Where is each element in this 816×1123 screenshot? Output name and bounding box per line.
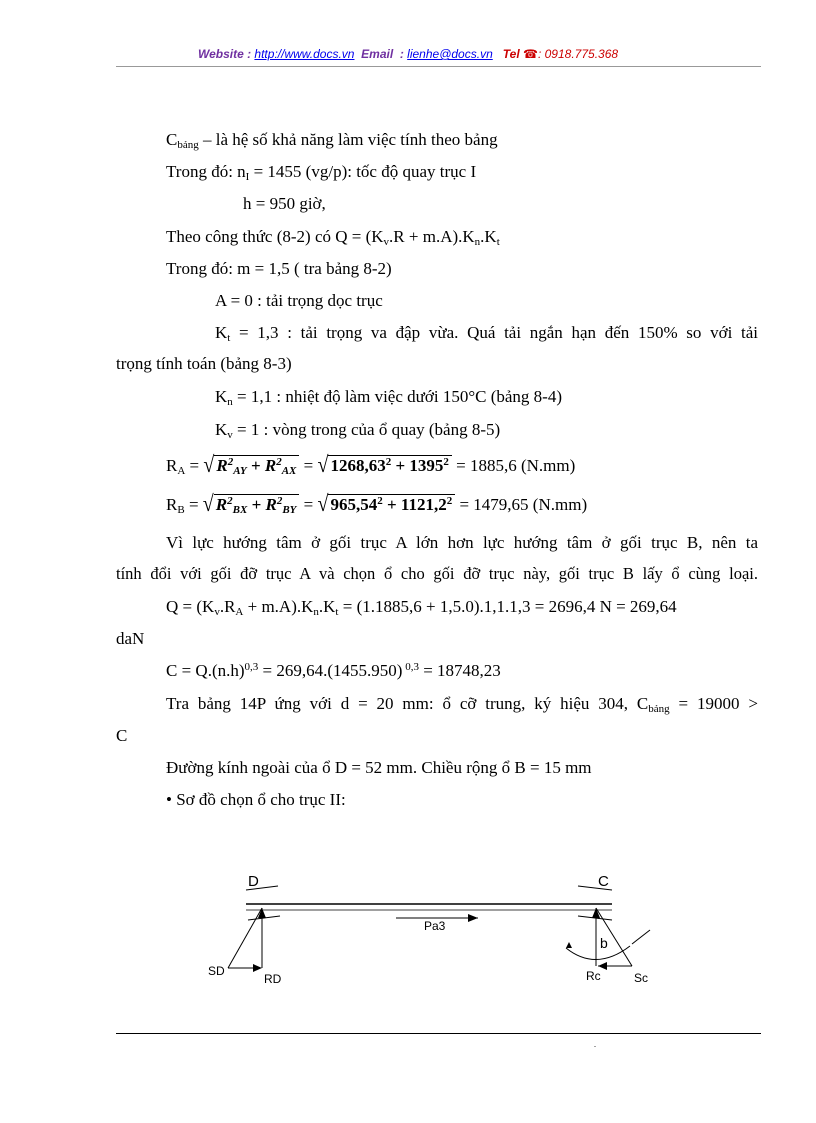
website-label: Website : <box>197 47 252 61</box>
text-line: Trong đó: $n_I = 1455$ (vg/p): tốc độ quay trục I <box>166 162 477 183</box>
text-line: $K_t = 1,3$ : tải trọng va đập vừa. Quá tải ngắn hạn đến 150% so với tải <box>215 323 758 344</box>
label-pa3: Pa3 <box>424 919 446 933</box>
text-line: $Q = (K_v.R_A + m.A).K_n.K_t = (1.1885,6 + 1,5.0).1,1.1,3 = 2696,4$ N = 269,64 <box>166 597 677 618</box>
text-line: trọng tính toán (bảng 8-3) <box>116 354 292 373</box>
label-b: b <box>600 935 608 951</box>
text-line: C <box>116 726 128 745</box>
text-line: $K_v = 1$ : vòng trong của ổ quay (bảng 8-5) <box>215 420 501 441</box>
label-rd: RD <box>264 972 282 986</box>
formula-ra: $R_A$ = √ $R^2_{AY} + R^2_{AX}$ = √ $1268,63^2 + 1395^2 = 1885,6$ (N.mm) <box>166 452 576 478</box>
formula-rb: $R_B$ = √ $R^2_{BX} + R^2_{BY}$ = √ $965,54^2 + 1121,2^2 = 1479,65$ (N.mm) <box>166 491 588 517</box>
tel-number: : 0918.775.368 <box>537 47 619 61</box>
label-sc: Sc <box>634 971 649 985</box>
text-line: daN <box>116 629 145 648</box>
text-line: Trong đó: m = 1,5 ( tra bảng 8-2) <box>166 259 392 278</box>
label-rc: Rc <box>586 969 601 983</box>
email-link[interactable]: lienhe@docs.vn <box>407 47 493 61</box>
text-line: $K_n = 1,1$ : nhiệt độ làm việc dưới 150°C (bảng 8-4) <box>215 387 562 408</box>
text-line: Theo công thức (8-2) có $Q = (K_v.R + m.A).K_n.K_t$ <box>166 227 500 248</box>
shaft-diagram <box>0 860 816 1000</box>
text-line: Đường kính ngoài của ổ D = 52 mm. Chiều rộng ổ B = 15 mm <box>166 758 592 777</box>
email-label: Email <box>361 47 394 61</box>
footer-dot: . <box>594 1040 596 1049</box>
sd-line <box>228 908 262 968</box>
text-line: $C_{bảng}$ – là hệ số khả năng làm việc tính theo bảng <box>166 130 498 151</box>
header-rule <box>116 66 761 67</box>
text-line: $C = Q.(n.h)^{0,3} = 269,64.(1455.950) ^{0,3} = 18748,23$ <box>166 661 501 680</box>
text-line: tính đổi với gối đỡ trục A và chọn ổ cho gối đỡ trục này, gối trục B lấy ổ cùng loại. <box>116 564 758 583</box>
text-line: • Sơ đồ chọn ổ cho trục II: <box>166 790 346 809</box>
website-link[interactable]: http://www.docs.vn <box>254 47 355 61</box>
text-line: Vì lực hướng tâm ở gối trục A lớn hơn lực hướng tâm ở gối trục B, nên ta <box>166 533 758 552</box>
text-line: h = 950 giờ, <box>243 194 326 213</box>
label-c: C <box>598 873 609 890</box>
email-sep: : <box>399 47 404 61</box>
text-line: A = 0 : tải trọng dọc trục <box>215 291 383 310</box>
tel-label: Tel <box>502 47 520 61</box>
c-arc-arrow <box>566 942 572 948</box>
d-base-arrow <box>253 964 262 972</box>
page-header <box>0 47 816 61</box>
pa3-arrow <box>468 914 478 922</box>
phone-icon: ☎ <box>523 47 538 61</box>
c-arc-tail <box>632 930 650 944</box>
label-sd: SD <box>208 964 225 978</box>
text-line: Tra bảng 14P ứng với d = 20 mm: ổ cỡ trung, ký hiệu 304, $C_{bảng} = 19000$ > <box>166 694 758 715</box>
footer-rule <box>116 1033 761 1034</box>
label-d: D <box>248 873 259 890</box>
